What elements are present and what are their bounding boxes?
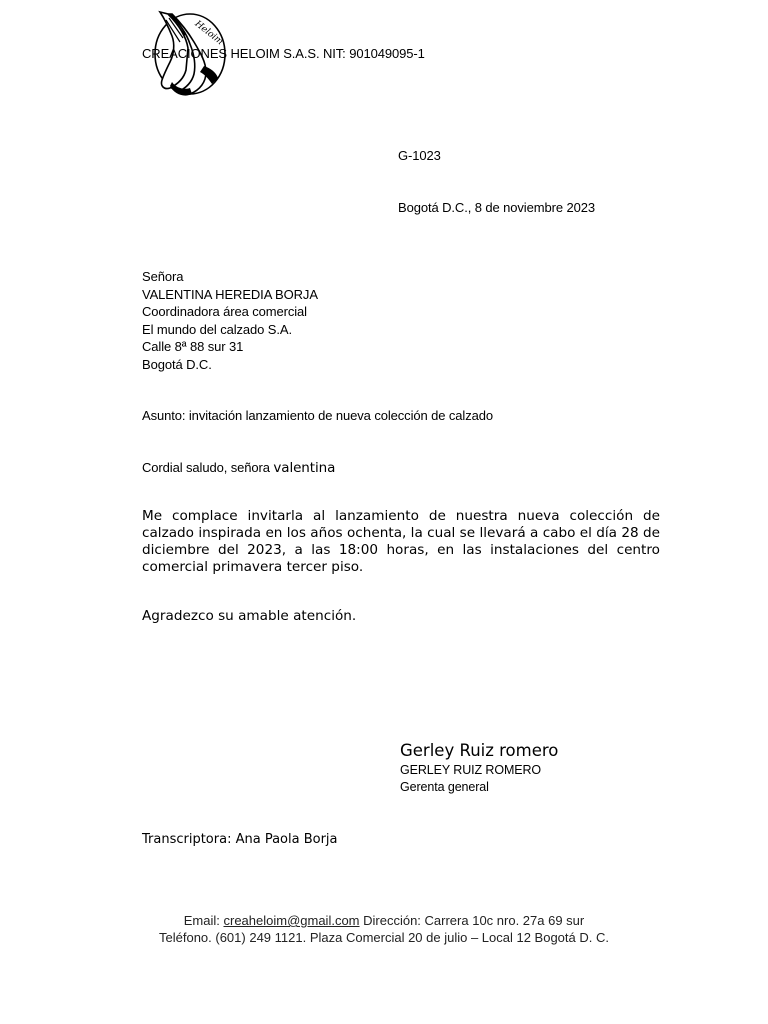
body-paragraph: Me complace invitarla al lanzamiento de nuestra nueva colección de calzado inspirada en los años ochenta, la cual se llevará a cabo el día 28 de diciembre del 2023, a las 18:00 horas, en las instalaciones del centro comercial primavera tercer piso. xyxy=(142,508,660,575)
footer-phone-line: Teléfono. (601) 249 1121. Plaza Comercial 20 de julio – Local 12 Bogotá D. C. xyxy=(159,930,609,945)
greeting-prefix: Cordial saludo, señora xyxy=(142,460,274,475)
signer-position: Gerenta general xyxy=(400,780,489,794)
recipient-city: Bogotá D.C. xyxy=(142,356,212,372)
recipient-company: El mundo del calzado S.A. xyxy=(142,321,292,337)
recipient-title: Coordinadora área comercial xyxy=(142,304,307,319)
signer-printed-name: GERLEY RUIZ ROMERO xyxy=(400,763,542,777)
greeting-name: valentina xyxy=(273,460,336,476)
closing-line: Agradezco su amable atención. xyxy=(142,608,357,624)
footer-line-1 xyxy=(0,912,768,929)
reference-code: G-1023 xyxy=(398,148,441,163)
footer-email-label: Email: xyxy=(183,913,224,928)
subject-line: Asunto: invitación lanzamiento de nueva colección de calzado xyxy=(142,408,494,423)
footer-contact xyxy=(0,912,768,946)
recipient-salutation: Señora xyxy=(142,269,184,284)
date-line: Bogotá D.C., 8 de noviembre 2023 xyxy=(398,200,595,215)
company-identification: CREACIONES HELOIM S.A.S. NIT: 901049095-1 xyxy=(142,46,425,61)
recipient-name: VALENTINA HEREDIA BORJA xyxy=(142,286,318,302)
logo-script-text: Heloim xyxy=(192,19,225,48)
transcriber-line: Transcriptora: Ana Paola Borja xyxy=(142,832,338,847)
footer-address: Dirección: Carrera 10c nro. 27a 69 sur xyxy=(359,913,585,928)
greeting-line xyxy=(142,460,335,476)
recipient-block xyxy=(142,268,318,373)
signature: Gerley Ruiz romero xyxy=(400,741,559,760)
recipient-address: Calle 8ª 88 sur 31 xyxy=(142,339,244,354)
footer-email-link[interactable]: creaheloim@gmail.com xyxy=(223,913,360,928)
